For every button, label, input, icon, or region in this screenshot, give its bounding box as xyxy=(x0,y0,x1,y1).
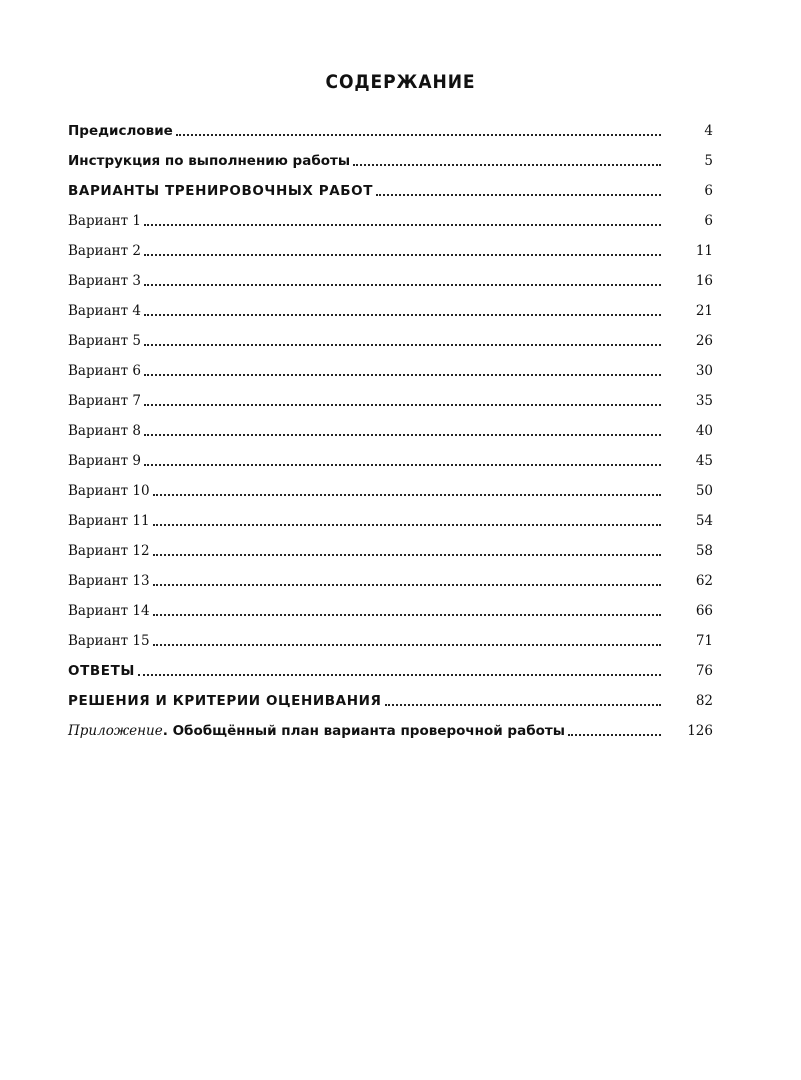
toc-entry-training-variants[interactable] xyxy=(68,176,713,206)
dot-leader xyxy=(353,162,661,166)
toc-entry-page: 126 xyxy=(687,723,713,739)
toc-entry-page: 26 xyxy=(695,333,713,349)
toc-entry-variant-11[interactable] xyxy=(68,506,713,536)
toc-entry-label: Предисловие xyxy=(68,123,173,139)
toc-entry-label: Вариант 14 xyxy=(68,603,150,619)
toc-entry-page: 40 xyxy=(695,423,713,439)
dot-leader xyxy=(144,432,661,436)
appendix-italic-label: Приложение xyxy=(68,723,163,739)
toc-entry-variant-4[interactable] xyxy=(68,296,713,326)
dot-leader xyxy=(176,132,661,136)
toc-entry-variant-10[interactable] xyxy=(68,476,713,506)
dot-leader xyxy=(385,702,661,706)
toc-entry-label: Вариант 4 xyxy=(68,303,142,319)
toc-entry-page: 54 xyxy=(695,513,713,529)
dot-leader xyxy=(153,582,661,586)
toc-entry-preface[interactable] xyxy=(68,116,713,146)
toc-entry-page: 30 xyxy=(695,363,713,379)
dot-leader xyxy=(153,612,661,616)
dot-leader xyxy=(376,192,661,196)
toc-entry-label: Вариант 15 xyxy=(68,633,150,649)
toc-entry-label: Вариант 1 xyxy=(68,213,142,229)
toc-entry-variant-6[interactable] xyxy=(68,356,713,386)
toc-entry-instructions[interactable] xyxy=(68,146,713,176)
toc-entry-label: Вариант 13 xyxy=(68,573,150,589)
dot-leader xyxy=(144,222,661,226)
toc-entry-page: 76 xyxy=(695,663,713,679)
dot-leader xyxy=(144,282,661,286)
dot-leader xyxy=(153,552,661,556)
table-of-contents xyxy=(68,116,713,746)
toc-entry-label xyxy=(68,716,565,747)
dot-leader xyxy=(144,312,661,316)
toc-entry-appendix[interactable] xyxy=(68,716,713,746)
dot-leader xyxy=(144,462,661,466)
toc-entry-page: 6 xyxy=(704,183,713,199)
toc-entry-label: Вариант 3 xyxy=(68,273,142,289)
appendix-title: . Обобщённый план варианта проверочной работы xyxy=(162,723,565,739)
toc-entry-page: 6 xyxy=(704,213,713,229)
dot-leader xyxy=(144,372,661,376)
toc-entry-label: Вариант 9 xyxy=(68,453,142,469)
toc-entry-variant-3[interactable] xyxy=(68,266,713,296)
dot-leader xyxy=(568,732,661,736)
toc-entry-answers[interactable] xyxy=(68,656,713,686)
toc-entry-label: Вариант 7 xyxy=(68,393,142,409)
dot-leader xyxy=(144,342,661,346)
toc-entry-solutions[interactable] xyxy=(68,686,713,716)
toc-entry-label: ВАРИАНТЫ ТРЕНИРОВОЧНЫХ РАБОТ xyxy=(68,183,374,199)
toc-entry-label: РЕШЕНИЯ И КРИТЕРИИ ОЦЕНИВАНИЯ xyxy=(68,693,382,709)
toc-entry-page: 11 xyxy=(695,243,713,259)
toc-entry-variant-15[interactable] xyxy=(68,626,713,656)
dot-leader xyxy=(153,522,661,526)
dot-leader xyxy=(144,402,661,406)
toc-entry-page: 82 xyxy=(695,693,713,709)
toc-entry-variant-2[interactable] xyxy=(68,236,713,266)
dot-leader xyxy=(153,642,661,646)
toc-entry-label: Вариант 6 xyxy=(68,363,142,379)
toc-entry-label: ОТВЕТЫ xyxy=(68,663,135,679)
toc-entry-label: Вариант 11 xyxy=(68,513,150,529)
toc-entry-variant-9[interactable] xyxy=(68,446,713,476)
toc-entry-variant-7[interactable] xyxy=(68,386,713,416)
toc-entry-page: 45 xyxy=(695,453,713,469)
dot-leader xyxy=(144,252,661,256)
toc-entry-label: Вариант 12 xyxy=(68,543,150,559)
toc-entry-label: Инструкция по выполнению работы xyxy=(68,153,351,169)
toc-entry-page: 21 xyxy=(695,303,713,319)
toc-entry-variant-13[interactable] xyxy=(68,566,713,596)
toc-entry-page: 71 xyxy=(695,633,713,649)
toc-entry-page: 4 xyxy=(704,123,713,139)
toc-entry-variant-14[interactable] xyxy=(68,596,713,626)
toc-entry-label: Вариант 10 xyxy=(68,483,150,499)
toc-entry-page: 58 xyxy=(695,543,713,559)
toc-entry-page: 16 xyxy=(695,273,713,289)
page-title: СОДЕРЖАНИЕ xyxy=(325,71,476,93)
toc-entry-label: Вариант 2 xyxy=(68,243,142,259)
toc-entry-page: 50 xyxy=(695,483,713,499)
toc-entry-variant-8[interactable] xyxy=(68,416,713,446)
toc-entry-page: 62 xyxy=(695,573,713,589)
toc-entry-label: Вариант 8 xyxy=(68,423,142,439)
toc-entry-page: 35 xyxy=(695,393,713,409)
toc-entry-label: Вариант 5 xyxy=(68,333,142,349)
toc-entry-page: 66 xyxy=(695,603,713,619)
dot-leader xyxy=(153,492,661,496)
toc-entry-variant-5[interactable] xyxy=(68,326,713,356)
toc-entry-page: 5 xyxy=(704,153,713,169)
dot-leader xyxy=(138,672,661,676)
toc-entry-variant-1[interactable] xyxy=(68,206,713,236)
toc-entry-variant-12[interactable] xyxy=(68,536,713,566)
